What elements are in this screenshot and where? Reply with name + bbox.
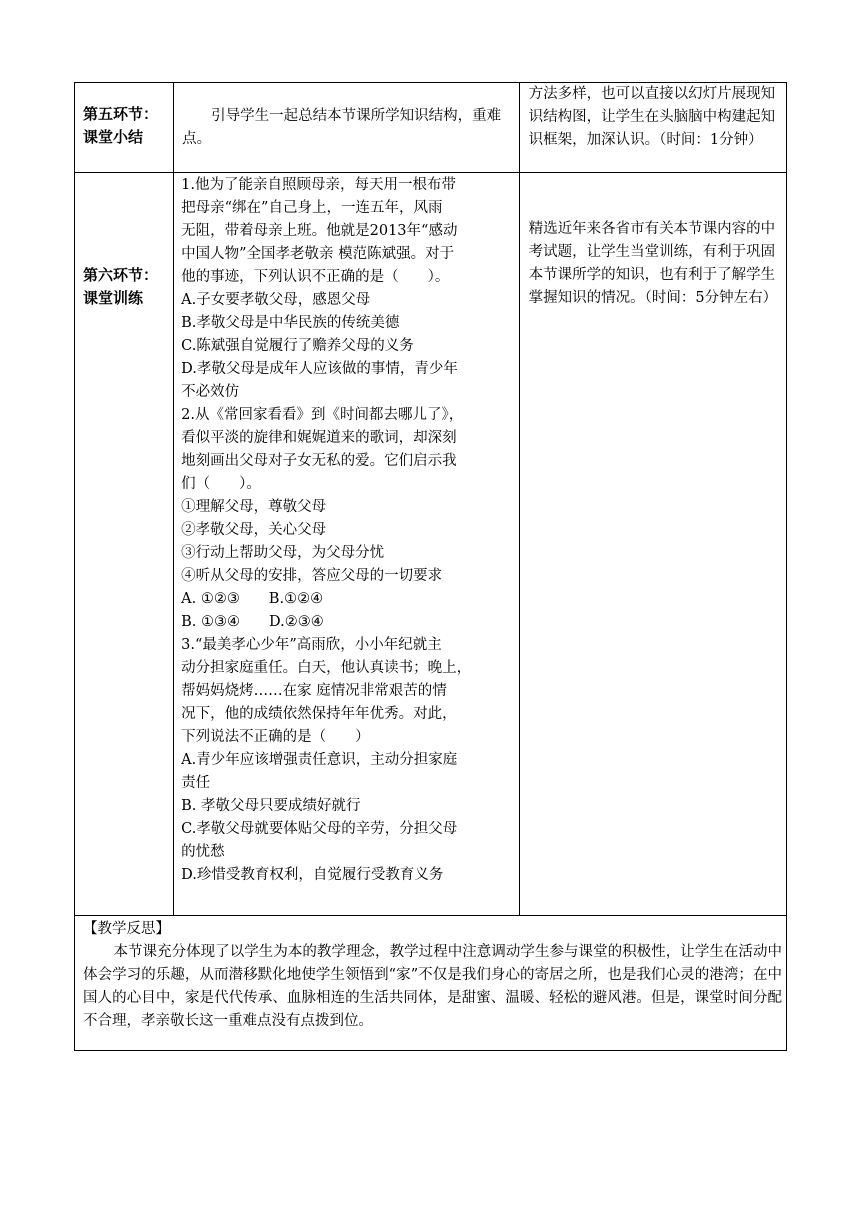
question-line: 2.从《常回家看看》到《时间都去哪儿了》， [181, 407, 464, 423]
note-cell [519, 83, 786, 173]
question-line: D.珍惜受教育权利，自觉履行受教育义务 [181, 867, 444, 883]
question-line: 把母亲“绑在”自己身上，一连五年，风雨 [181, 200, 443, 216]
question-line: A.青少年应该增强责任意识，主动分担家庭 [181, 752, 458, 768]
stage-cell [75, 173, 174, 916]
question-line: 1.他为了能亲自照顾母亲，每天用一根布带 [181, 177, 456, 193]
stage-number: 第六环节： [83, 266, 159, 284]
question-line: 动分担家庭重任。白天，他认真读书；晚上， [181, 660, 472, 676]
question-line: 3.“最美孝心少年”高雨欣，小小年纪就主 [181, 637, 442, 653]
question-line: 不必效仿 [181, 384, 240, 400]
question-line: 们（ ）。 [181, 476, 261, 492]
practice-questions [174, 173, 518, 887]
note-cell [519, 173, 786, 916]
question-line: D.孝敬父母是成年人应该做的事情，青少年 [181, 361, 458, 377]
stage-number: 第五环节： [83, 105, 159, 123]
reflection-body: 本节课充分体现了以学生为本的教学理念，教学过程中注意调动学生参与课堂的积极性，让学生在活动中体会学习的乐趣，从而潜移默化地使学生领悟到“家”不仅是我们身心的寄居之所，也是我们心灵的港湾；在中国人的心目中，家是代代传承、血脉相连的生活共同体，是甜蜜、温暖、轻松的避风港。但是，课堂时间分配不合理，孝亲敬长这一重难点没有点拨到位。 [83, 944, 782, 1029]
table-row-summary [75, 83, 787, 173]
question-line: 的忧愁 [181, 844, 225, 860]
content-cell [174, 83, 519, 173]
note-text: 精选近年来各省市有关本节课内容的中考试题，让学生当堂训练，有利于巩固本节课所学的知识，也有利于了解学生掌握知识的情况。（时间：5分钟左右） [528, 221, 778, 306]
lesson-plan-table [74, 82, 787, 1051]
question-line: 下列说法不正确的是（ ） [181, 729, 370, 745]
question-line: 无阻，带着母亲上班。他就是2013年“感动 [181, 223, 458, 239]
question-line: A. ①②③ B.①②④ [181, 591, 324, 607]
question-line: 看似平淡的旋律和娓娓道来的歌词，却深刻 [181, 430, 457, 446]
question-line: B.孝敬父母是中华民族的传统美德 [181, 315, 400, 331]
stage-title: 课堂训练 [83, 289, 144, 307]
question-line: ④听从父母的安排，答应父母的一切要求 [181, 568, 443, 584]
question-line: 况下，他的成绩依然保持年年优秀。对此， [181, 706, 457, 722]
reflection-cell [75, 916, 787, 1051]
table-row-practice [75, 173, 787, 916]
question-line: ③行动上帮助父母，为父母分忧 [181, 545, 385, 561]
question-line: ②孝敬父母，关心父母 [181, 522, 327, 538]
question-line: B. ①③④ D.②③④ [181, 614, 324, 630]
question-line: 他的事迹，下列认识不正确的是（ ）。 [181, 269, 450, 285]
question-line: 帮妈妈烧烤……在家 庭情况非常艰苦的情 [181, 683, 447, 699]
stage-title: 课堂小结 [83, 128, 144, 146]
content-cell [174, 173, 519, 916]
note-text: 方法多样，也可以直接以幻灯片展现知识结构图，让学生在头脑脑中构建起知识框架，加深认识。（时间：1分钟） [528, 86, 776, 148]
table-row-reflection [75, 916, 787, 1051]
stage-cell [75, 83, 174, 173]
content-text: 引导学生一起总结本节课所学知识结构，重难点。 [182, 108, 502, 147]
question-line: C.陈斌强自觉履行了赡养父母的义务 [181, 338, 414, 354]
question-line: 地刻画出父母对子女无私的爱。它们启示我 [181, 453, 457, 469]
question-line: A.子女要孝敬父母，感恩父母 [181, 292, 371, 308]
question-line: C.孝敬父母就要体贴父母的辛劳，分担父母 [181, 821, 458, 837]
reflection-heading: 【教学反思】 [83, 921, 170, 937]
question-line: 中国人物”全国孝老敬亲 模范陈斌强。对于 [181, 246, 455, 262]
question-line: B. 孝敬父母只要成绩好就行 [181, 798, 361, 814]
question-line: 责任 [181, 775, 211, 791]
question-line: ①理解父母，尊敬父母 [181, 499, 327, 515]
